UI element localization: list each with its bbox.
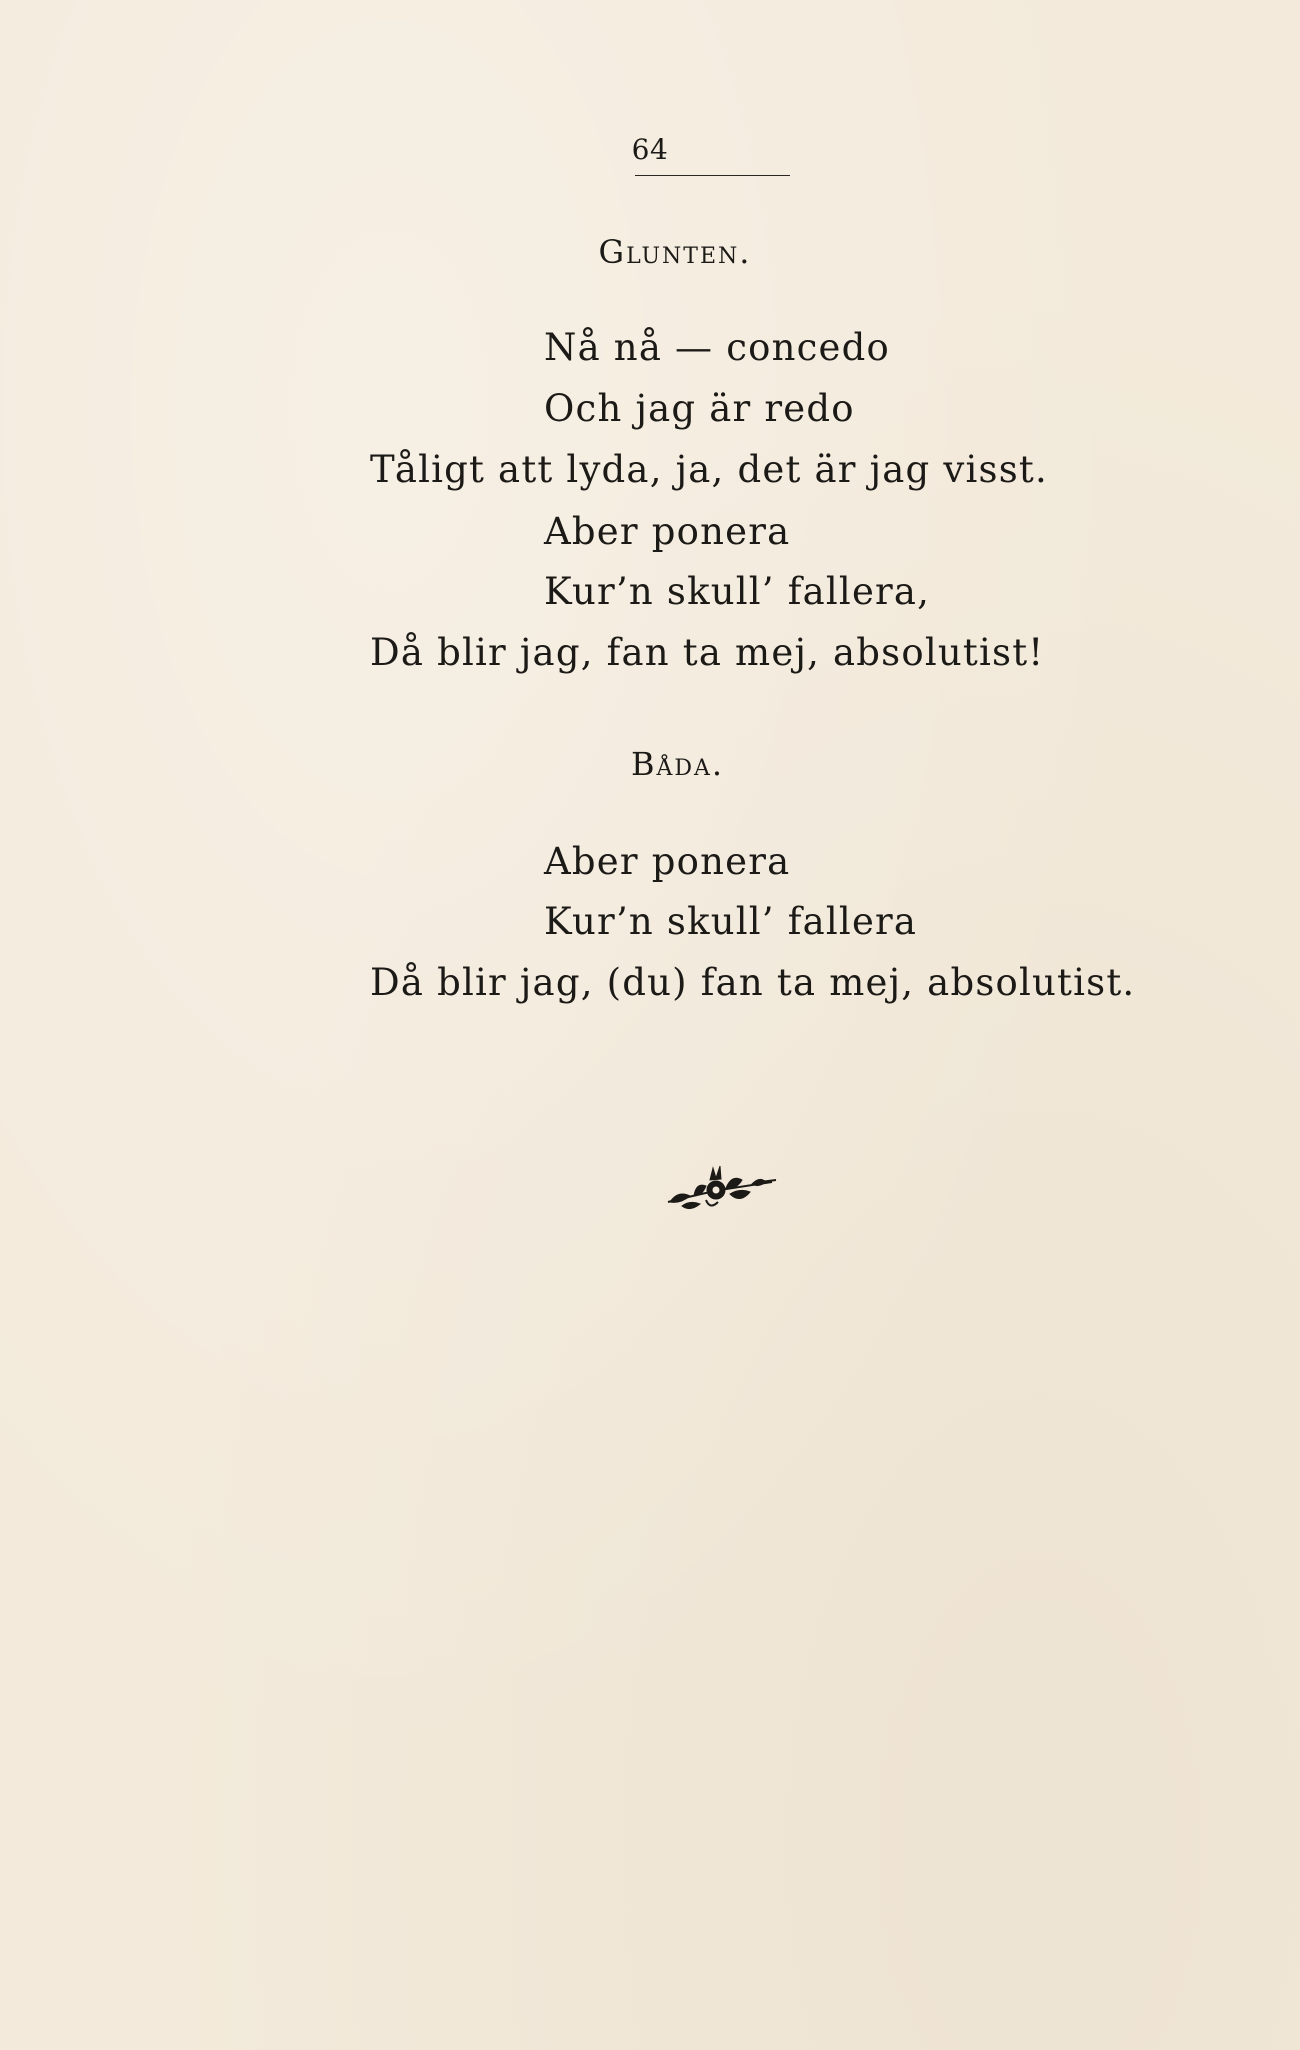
verse-line: Då blir jag, (du) fan ta mej, absolutist. <box>370 961 1136 1004</box>
verse-line: Aber ponera <box>544 840 791 883</box>
speaker-heading: Båda. <box>630 745 725 783</box>
verse-line: Kur’n skull’ fallera <box>544 900 918 943</box>
speaker-heading: Glunten. <box>598 233 752 271</box>
floral-vignette-icon <box>660 1160 780 1220</box>
verse-line: Kur’n skull’ fallera, <box>544 570 931 613</box>
verse-line: Nå nå — concedo <box>544 326 891 369</box>
header-rule <box>635 175 790 176</box>
page-number: 64 <box>631 133 669 166</box>
verse-line: Tåligt att lyda, ja, det är jag visst. <box>370 448 1048 491</box>
verse-line: Då blir jag, fan ta mej, absolutist! <box>370 631 1045 674</box>
verse-line: Aber ponera <box>544 510 791 553</box>
verse-line: Och jag är redo <box>544 387 855 430</box>
